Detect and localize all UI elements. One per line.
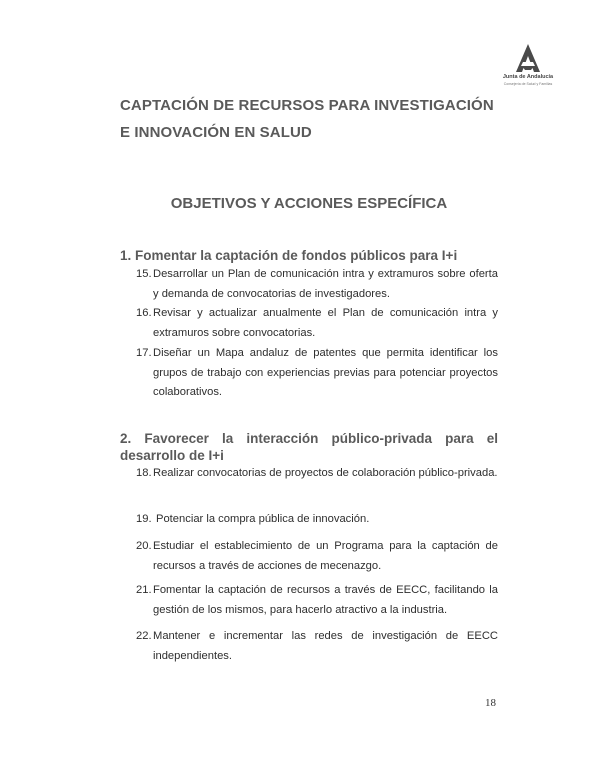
item-text: Desarrollar un Plan de comunicación intra y extramuros sobre oferta y demanda de convocatorias de investigadores. <box>153 268 498 300</box>
logo-brand-text: Junta de Andalucía <box>502 74 554 80</box>
junta-andalucia-logo-icon <box>512 44 544 74</box>
list-item <box>136 510 498 530</box>
item-text: Diseñar un Mapa andaluz de patentes que permita identificar los grupos de trabajo con experiencias previas para potenciar proyectos colaborativos. <box>153 347 498 398</box>
logo-subtitle-text: Consejería de Salud y Familias <box>503 82 553 86</box>
list-item <box>136 265 498 304</box>
junta-andalucia-logo <box>496 44 560 90</box>
list-item <box>136 581 498 620</box>
item-text: Estudiar el establecimiento de un Programa para la captación de recursos a través de acciones de mecenazgo. <box>153 540 498 572</box>
section-heading-1: 1. Fomentar la captación de fondos públicos para I+i <box>120 248 458 263</box>
list-item <box>136 304 498 343</box>
section-heading-2 <box>120 430 498 464</box>
item-number: 18. <box>136 467 152 479</box>
section-heading-2-line-2: desarrollo de I+i <box>120 448 224 463</box>
item-number: 17. <box>136 347 152 359</box>
item-number: 20. <box>136 540 152 552</box>
title-line-1: CAPTACIÓN DE RECURSOS PARA INVESTIGACIÓN <box>120 97 494 114</box>
page-number: 18 <box>485 697 496 709</box>
item-number: 21. <box>136 584 152 596</box>
list-item <box>136 464 498 484</box>
item-number: 15. <box>136 268 152 280</box>
title-line-2: E INNOVACIÓN EN SALUD <box>120 124 312 141</box>
item-text: Fomentar la captación de recursos a través de EECC, facilitando la gestión de los mismos, para hacerlo atractivo a la industria. <box>153 584 498 616</box>
page-title <box>120 92 520 146</box>
item-text: Revisar y actualizar anualmente el Plan de comunicación intra y extramuros sobre convocatorias. <box>153 307 498 339</box>
item-number: 16. <box>136 307 152 319</box>
list-item <box>136 537 498 576</box>
item-text: Potenciar la compra pública de innovación. <box>156 513 370 525</box>
item-number: 22. <box>136 630 152 642</box>
section-heading-2-line-1: 2. Favorecer la interacción público-privada para el <box>120 431 498 446</box>
item-text: Mantener e incrementar las redes de investigación de EECC independientes. <box>153 630 498 662</box>
item-number: 19. <box>136 513 152 525</box>
item-text: Realizar convocatorias de proyectos de colaboración público-privada. <box>153 467 498 479</box>
section-subtitle: OBJETIVOS Y ACCIONES ESPECÍFICA <box>170 195 448 212</box>
list-item <box>136 627 498 666</box>
list-item <box>136 344 498 403</box>
